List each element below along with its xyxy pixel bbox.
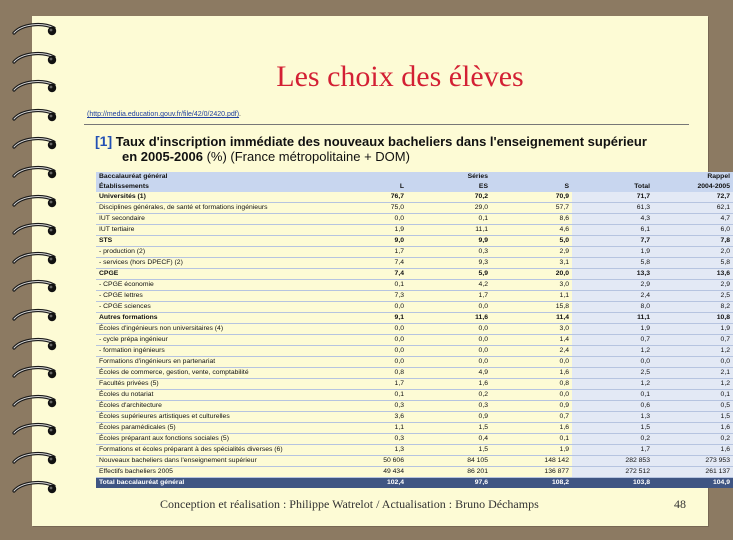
row-label: Effectifs bacheliers 2005: [99, 468, 173, 475]
row-total-value: 282 853: [572, 456, 653, 467]
row-es-value: 0,3: [478, 248, 488, 255]
row-es-value: 1,5: [478, 424, 488, 431]
row-es-value: 0,0: [478, 303, 488, 310]
spiral-ring-icon: [12, 480, 57, 498]
row-rappel-value: 10,8: [653, 313, 733, 324]
table-heading-year: en 2005-2006: [122, 149, 203, 164]
table-total-row: [96, 478, 733, 489]
row-s-value: 136 877: [544, 468, 569, 475]
spiral-ring-icon: [12, 222, 57, 240]
row-total-value: 1,3: [572, 412, 653, 423]
row-l-value: 9,0: [394, 237, 404, 244]
row-l-value: 0,0: [394, 325, 404, 332]
row-es-value: 84 105: [467, 457, 488, 464]
row-l-value: 0,8: [394, 369, 404, 376]
row-rappel-value: 4,7: [653, 214, 733, 225]
row-label: Disciplines générales, de santé et formations ingénieurs: [99, 204, 268, 211]
row-es-value: 1,7: [478, 292, 488, 299]
row-s-value: 3,0: [559, 325, 569, 332]
table-header-row-2: [96, 182, 733, 192]
row-rappel-value: 13,6: [653, 269, 733, 280]
table-row: [96, 335, 733, 346]
row-label: Formations et écoles préparant à des spécialités diverses (6): [99, 446, 283, 453]
divider-line: [84, 124, 689, 125]
row-es-value: 0,3: [478, 402, 488, 409]
table-row: [96, 346, 733, 357]
row-l-value: 1,9: [394, 226, 404, 233]
table-heading: [95, 133, 705, 164]
spiral-ring-icon: [12, 394, 57, 412]
row-label: Autres formations: [99, 314, 158, 321]
row-s-value: 0,1: [559, 435, 569, 442]
row-total-value: 61,3: [572, 203, 653, 214]
table-row: [96, 269, 733, 280]
row-es-value: 0,9: [478, 413, 488, 420]
row-label: Facultés privées (5): [99, 380, 159, 387]
row-s-value: 1,4: [559, 336, 569, 343]
row-es-value: 0,0: [478, 347, 488, 354]
row-total-value: 0,6: [572, 401, 653, 412]
spiral-ring-icon: [12, 365, 57, 383]
spiral-ring-icon: [12, 79, 57, 97]
row-es-value: 1,6: [478, 380, 488, 387]
row-s-value: 1,1: [559, 292, 569, 299]
row-l-value: 1,3: [394, 446, 404, 453]
row-total-value: 1,2: [572, 379, 653, 390]
row-es-value: 1,5: [478, 446, 488, 453]
row-es-value: 9,3: [478, 259, 488, 266]
page-number: 48: [674, 497, 686, 511]
row-rappel-value: 2,1: [653, 368, 733, 379]
row-label: IUT tertiaire: [99, 226, 135, 233]
row-l-value: 3,6: [394, 413, 404, 420]
spiral-ring-icon: [12, 165, 57, 183]
row-label: IUT secondaire: [99, 215, 145, 222]
row-l-value: 50 606: [383, 457, 404, 464]
row-l-value: 75,0: [390, 204, 404, 211]
row-total-value: 13,3: [572, 269, 653, 280]
row-rappel-value: 2,9: [653, 280, 733, 291]
row-es-value: 0,0: [478, 325, 488, 332]
row-label: Écoles paramédicales (5): [99, 424, 176, 431]
row-l-value: 0,1: [394, 281, 404, 288]
table-row: [96, 258, 733, 269]
row-s-value: 0,0: [559, 391, 569, 398]
row-total-value: 0,1: [572, 390, 653, 401]
row-l-value: 0,0: [394, 347, 404, 354]
total-row-s: 108,2: [551, 479, 569, 486]
table-row: [96, 324, 733, 335]
table-row: [96, 456, 733, 467]
row-s-value: 1,6: [559, 424, 569, 431]
table-row: [96, 291, 733, 302]
row-label: Écoles supérieures artistiques et culturelles: [99, 413, 230, 420]
spiral-ring-icon: [12, 279, 57, 297]
row-es-value: 5,9: [478, 270, 488, 277]
row-rappel-value: 273 953: [653, 456, 733, 467]
row-es-value: 0,0: [478, 336, 488, 343]
row-total-value: 5,8: [572, 258, 653, 269]
row-rappel-value: 7,8: [653, 236, 733, 247]
row-s-value: 0,7: [559, 413, 569, 420]
row-label: Écoles d'architecture: [99, 402, 162, 409]
row-s-value: 11,4: [556, 314, 569, 321]
spiral-ring-icon: [12, 194, 57, 212]
row-es-value: 0,0: [478, 358, 488, 365]
row-total-value: 1,5: [572, 423, 653, 434]
row-total-value: 11,1: [572, 313, 653, 324]
spiral-ring-icon: [12, 108, 57, 126]
row-l-value: 0,3: [394, 435, 404, 442]
row-label: Nouveaux bacheliers dans l'enseignement supérieur: [99, 457, 257, 464]
table-row: [96, 313, 733, 324]
row-l-value: 1,1: [394, 424, 404, 431]
row-total-value: 4,3: [572, 214, 653, 225]
row-rappel-value: 2,5: [653, 291, 733, 302]
row-label: Écoles préparant aux fonctions sociales (5): [99, 435, 229, 442]
row-rappel-value: 1,2: [653, 379, 733, 390]
spiral-ring-icon: [12, 422, 57, 440]
row-es-value: 11,1: [475, 226, 488, 233]
row-rappel-value: 1,5: [653, 412, 733, 423]
enrollment-table: [96, 172, 733, 488]
row-es-value: 4,9: [478, 369, 488, 376]
spiral-ring-icon: [12, 451, 57, 469]
header-total: Total: [572, 182, 653, 192]
row-s-value: 70,9: [555, 193, 569, 200]
table-heading-text: Taux d'inscription immédiate des nouveaux bacheliers dans l'enseignement supérieur: [115, 134, 647, 149]
total-row-label: Total baccalauréat général: [99, 479, 185, 486]
row-label: - cycle prépa ingénieur: [99, 336, 168, 343]
row-label: CPGE: [99, 270, 119, 277]
header-s: S: [564, 183, 569, 190]
row-total-value: 0,2: [572, 434, 653, 445]
row-s-value: 57,7: [555, 204, 569, 211]
row-rappel-value: 6,0: [653, 225, 733, 236]
row-l-value: 0,0: [394, 215, 404, 222]
table-row: [96, 379, 733, 390]
table-row: [96, 368, 733, 379]
row-es-value: 9,9: [478, 237, 488, 244]
table-row: [96, 214, 733, 225]
table-row: [96, 390, 733, 401]
spiral-ring-icon: [12, 337, 57, 355]
row-total-value: 0,7: [572, 335, 653, 346]
row-s-value: 8,6: [559, 215, 569, 222]
row-label: Écoles du notariat: [99, 391, 154, 398]
row-es-value: 4,2: [478, 281, 488, 288]
row-rappel-value: 1,2: [653, 346, 733, 357]
row-es-value: 29,0: [474, 204, 488, 211]
row-rappel-value: 1,6: [653, 423, 733, 434]
row-s-value: 2,9: [559, 248, 569, 255]
row-s-value: 20,0: [555, 270, 569, 277]
row-l-value: 0,0: [394, 303, 404, 310]
source-suffix: .: [239, 111, 241, 118]
row-l-value: 7,3: [394, 292, 404, 299]
header-empty-total: [572, 172, 653, 182]
row-total-value: 0,0: [572, 357, 653, 368]
row-rappel-value: 1,6: [653, 445, 733, 456]
row-l-value: 7,4: [394, 270, 404, 277]
table-row: [96, 357, 733, 368]
row-label: Universités (1): [99, 193, 146, 200]
header-label-1: Baccalauréat général: [99, 173, 168, 180]
row-es-value: 0,2: [478, 391, 488, 398]
table-heading-line2: [122, 149, 705, 164]
row-s-value: 15,8: [555, 303, 569, 310]
table-row: [96, 412, 733, 423]
row-total-value: 2,5: [572, 368, 653, 379]
row-s-value: 0,8: [559, 380, 569, 387]
spiral-binding: [8, 22, 63, 512]
row-total-value: 1,7: [572, 445, 653, 456]
header-es: ES: [478, 183, 488, 190]
header-l: L: [399, 183, 404, 190]
row-rappel-value: 0,5: [653, 401, 733, 412]
table-row: [96, 225, 733, 236]
row-es-value: 11,6: [475, 314, 488, 321]
source-link[interactable]: (http://media.education.gouv.fr/file/42/0/2420.pdf): [87, 111, 240, 118]
spiral-ring-icon: [12, 251, 57, 269]
total-row-total: 103,8: [572, 478, 653, 489]
row-l-value: 1,7: [394, 248, 404, 255]
row-es-value: 0,4: [478, 435, 488, 442]
row-s-value: 3,1: [559, 259, 569, 266]
row-l-value: 0,0: [394, 336, 404, 343]
row-l-value: 49 434: [383, 468, 404, 475]
row-s-value: 2,4: [559, 347, 569, 354]
row-l-value: 0,0: [394, 358, 404, 365]
row-s-value: 1,6: [559, 369, 569, 376]
footer-credit: Conception et réalisation : Philippe Watrelot / Actualisation : Bruno Déchamps: [160, 497, 539, 511]
header-empty-s: [491, 172, 572, 182]
row-label: Écoles d'ingénieurs non universitaires (4): [99, 325, 224, 332]
table-row: [96, 434, 733, 445]
row-s-value: 0,0: [559, 358, 569, 365]
row-s-value: 148 142: [544, 457, 569, 464]
row-rappel-value: 5,8: [653, 258, 733, 269]
source-line: [87, 111, 241, 118]
row-label: - formation ingénieurs: [99, 347, 165, 354]
spiral-ring-icon: [12, 308, 57, 326]
row-s-value: 0,9: [559, 402, 569, 409]
header-rappel-year: 2004-2005: [653, 182, 733, 192]
row-rappel-value: 0,7: [653, 335, 733, 346]
row-rappel-value: 8,2: [653, 302, 733, 313]
row-l-value: 0,1: [394, 391, 404, 398]
slide-title: Les choix des élèves: [276, 60, 524, 93]
table-row: [96, 236, 733, 247]
row-rappel-value: 72,7: [653, 192, 733, 203]
row-l-value: 9,1: [394, 314, 404, 321]
row-rappel-value: 0,0: [653, 357, 733, 368]
table-row: [96, 247, 733, 258]
row-total-value: 2,4: [572, 291, 653, 302]
row-label: STS: [99, 237, 113, 244]
spiral-ring-icon: [12, 136, 57, 154]
spiral-ring-icon: [12, 51, 57, 69]
row-l-value: 76,7: [390, 193, 404, 200]
row-label: Écoles de commerce, gestion, vente, comptabilité: [99, 369, 249, 376]
row-total-value: 1,9: [572, 247, 653, 258]
row-s-value: 1,9: [559, 446, 569, 453]
table-row: [96, 203, 733, 214]
header-series: Séries: [467, 173, 488, 180]
row-total-value: 2,9: [572, 280, 653, 291]
total-row-l: 102,4: [386, 479, 404, 486]
table-row: [96, 445, 733, 456]
table-row: [96, 423, 733, 434]
table-heading-line1: [95, 133, 705, 149]
row-s-value: 4,6: [559, 226, 569, 233]
row-l-value: 0,3: [394, 402, 404, 409]
table-row: [96, 280, 733, 291]
table-heading-unit: (%) (France métropolitaine + DOM): [202, 149, 410, 164]
table-number: [1]: [95, 133, 113, 149]
row-label: Formations d'ingénieurs en partenariat: [99, 358, 216, 365]
row-label: - CPGE économie: [99, 281, 154, 288]
row-es-value: 0,1: [478, 215, 488, 222]
row-total-value: 272 512: [572, 467, 653, 478]
row-total-value: 71,7: [572, 192, 653, 203]
table-row: [96, 467, 733, 478]
row-total-value: 1,2: [572, 346, 653, 357]
header-rappel: Rappel: [653, 172, 733, 182]
total-row-rappel: 104,9: [653, 478, 733, 489]
row-es-value: 70,2: [474, 193, 488, 200]
table-row: [96, 192, 733, 203]
row-rappel-value: 0,2: [653, 434, 733, 445]
row-label: - services (hors DPECF) (2): [99, 259, 183, 266]
row-total-value: 6,1: [572, 225, 653, 236]
header-label-2: Établissements: [99, 183, 149, 190]
table-header-row-1: [96, 172, 733, 182]
table-body: [96, 192, 733, 478]
row-rappel-value: 261 137: [653, 467, 733, 478]
spiral-ring-icon: [12, 22, 57, 40]
row-rappel-value: 0,1: [653, 390, 733, 401]
table-row: [96, 302, 733, 313]
row-total-value: 7,7: [572, 236, 653, 247]
row-s-value: 5,0: [559, 237, 569, 244]
row-s-value: 3,0: [559, 281, 569, 288]
header-empty-l: [341, 172, 407, 182]
row-total-value: 8,0: [572, 302, 653, 313]
total-row-es: 97,6: [474, 479, 488, 486]
row-label: - production (2): [99, 248, 146, 255]
row-label: - CPGE sciences: [99, 303, 151, 310]
row-l-value: 1,7: [394, 380, 404, 387]
row-l-value: 7,4: [394, 259, 404, 266]
row-rappel-value: 1,9: [653, 324, 733, 335]
row-rappel-value: 62,1: [653, 203, 733, 214]
row-label: - CPGE lettres: [99, 292, 143, 299]
row-total-value: 1,9: [572, 324, 653, 335]
table-row: [96, 401, 733, 412]
row-rappel-value: 2,0: [653, 247, 733, 258]
row-es-value: 86 201: [467, 468, 488, 475]
